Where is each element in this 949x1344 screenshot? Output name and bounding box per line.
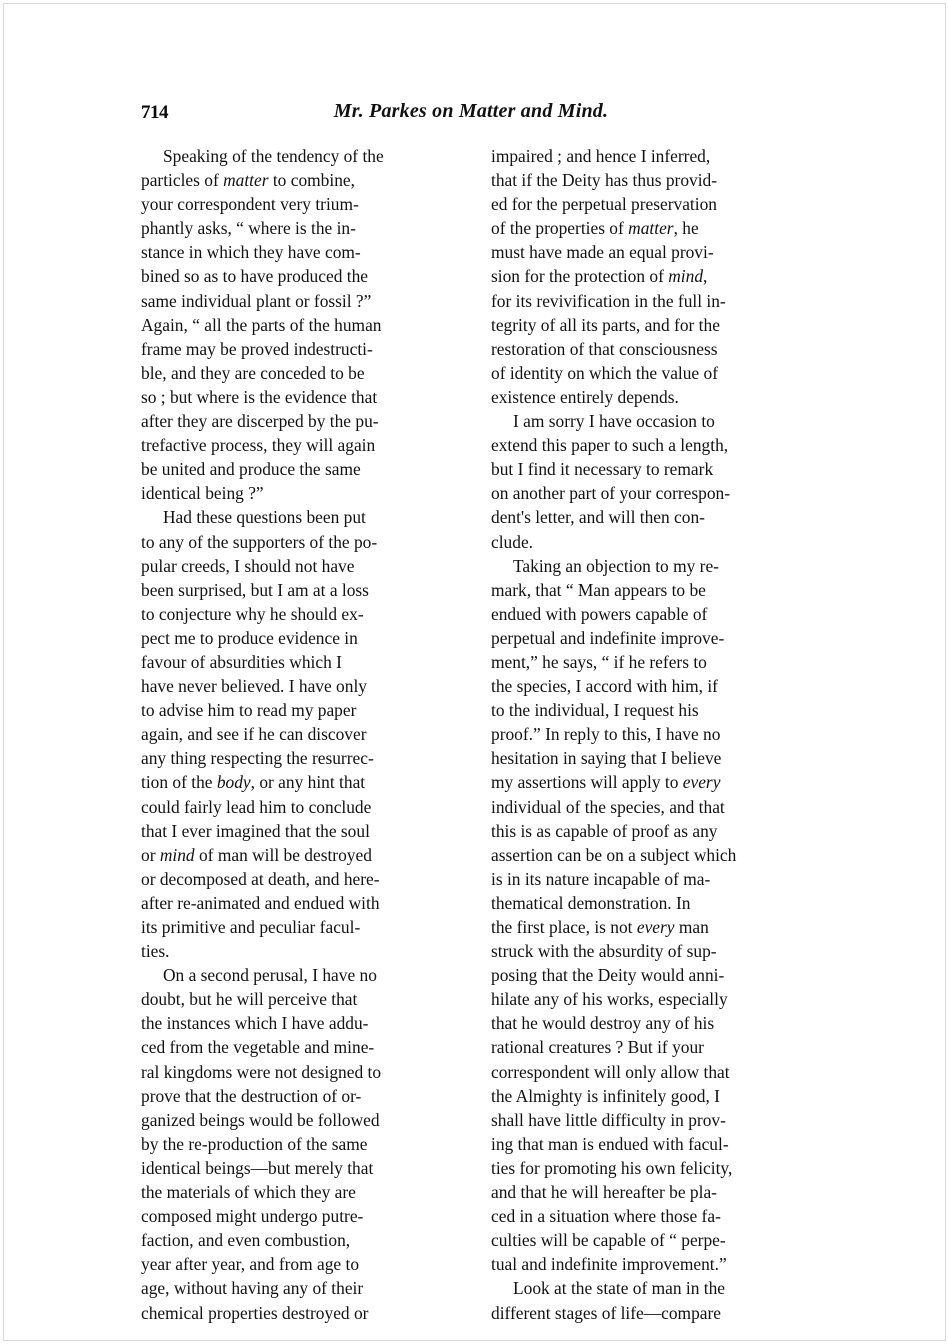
- text-line: struck with the absurdity of sup-: [491, 941, 717, 962]
- text-line: ble, and they are conceded to be: [141, 362, 365, 383]
- text-line: On a second perusal, I have no: [163, 965, 377, 986]
- text-line: year after year, and from age to: [141, 1254, 360, 1275]
- text-line: prove that the destruction of or-: [141, 1085, 362, 1106]
- text-line: my assertions will apply to every: [491, 772, 721, 793]
- text-line: different stages of life—compare: [491, 1302, 722, 1323]
- text-line: phantly asks, “ where is the in-: [141, 218, 356, 239]
- text-line: composed might undergo putre-: [141, 1206, 364, 1227]
- text-line: Had these questions been put: [163, 507, 366, 528]
- text-line: identical beings—but merely that: [141, 1157, 374, 1178]
- text-line: pect me to produce evidence in: [141, 627, 358, 648]
- text-line: by the re-production of the same: [141, 1133, 368, 1154]
- left-column: [141, 144, 479, 1325]
- text-line: ganized beings would be followed: [141, 1109, 380, 1130]
- text-line: that if the Deity has thus provid-: [491, 170, 718, 191]
- text-line: identical being ?”: [141, 483, 264, 504]
- text-line: ced in a situation where those fa-: [491, 1206, 721, 1227]
- page-text-block: [141, 96, 841, 1325]
- text-line: be united and produce the same: [141, 459, 361, 480]
- text-line: to the individual, I request his: [491, 700, 699, 721]
- text-line: sion for the protection of mind,: [491, 266, 708, 287]
- text-line: same individual plant or fossil ?”: [141, 290, 372, 311]
- text-line: its primitive and peculiar facul-: [141, 917, 361, 937]
- text-line: individual of the species, and that: [491, 796, 725, 817]
- running-title: Mr. Parkes on Matter and Mind.: [333, 100, 609, 122]
- text-line: thematical demonstration. In: [491, 892, 691, 913]
- page-number: 714: [141, 102, 168, 123]
- paragraph: [491, 1276, 829, 1324]
- text-line: dent's letter, and will then con-: [491, 507, 705, 528]
- text-line: trefactive process, they will again: [141, 435, 376, 456]
- text-line: ties for promoting his own felicity,: [491, 1157, 733, 1178]
- text-line: to conjecture why he should ex-: [141, 603, 364, 624]
- text-line: doubt, but he will perceive that: [141, 989, 358, 1010]
- right-column: [491, 144, 829, 1325]
- text-line: of the properties of matter, he: [491, 218, 699, 239]
- two-column-body: [141, 144, 841, 1325]
- text-line: faction, and even combustion,: [141, 1230, 351, 1251]
- text-line: so ; but where is the evidence that: [141, 386, 378, 407]
- text-line: again, and see if he can discover: [141, 724, 367, 745]
- text-line: or decomposed at death, and here-: [141, 868, 380, 889]
- text-line: favour of absurdities which I: [141, 651, 342, 672]
- text-line: this is as capable of proof as any: [491, 820, 718, 841]
- text-line: tion of the body, or any hint that: [141, 772, 366, 793]
- text-line: must have made an equal provi-: [491, 242, 714, 263]
- text-line: to any of the supporters of the po-: [141, 531, 378, 552]
- text-line: the materials of which they are: [141, 1182, 356, 1203]
- text-line: the first place, is not every man: [491, 917, 709, 937]
- text-line: ral kingdoms were not designed to: [141, 1061, 382, 1082]
- text-line: proof.” In reply to this, I have no: [491, 724, 721, 745]
- paragraph: [141, 963, 479, 1324]
- text-line: the Almighty is infinitely good, I: [491, 1085, 720, 1106]
- paragraph: [491, 409, 829, 554]
- text-line: stance in which they have com-: [141, 242, 361, 263]
- running-head: [141, 96, 841, 136]
- text-line: particles of matter to combine,: [141, 170, 355, 191]
- text-line: after they are discerped by the pu-: [141, 411, 379, 432]
- text-line: that he would destroy any of his: [491, 1013, 715, 1034]
- text-line: mark, that “ Man appears to be: [491, 579, 706, 600]
- text-line: impaired ; and hence I inferred,: [491, 146, 711, 166]
- text-line: age, without having any of their: [141, 1278, 364, 1299]
- text-line: shall have little difficulty in prov-: [491, 1109, 726, 1130]
- text-line: ties.: [141, 941, 170, 962]
- text-line: hilate any of his works, especially: [491, 989, 728, 1010]
- text-line: that I ever imagined that the soul: [141, 820, 370, 841]
- text-line: to advise him to read my paper: [141, 700, 357, 721]
- text-line: endued with powers capable of: [491, 603, 708, 624]
- text-line: after re-animated and endued with: [141, 892, 380, 913]
- text-line: the instances which I have addu-: [141, 1013, 369, 1034]
- text-line: existence entirely depends.: [491, 386, 679, 407]
- paragraph: [491, 554, 829, 1277]
- text-line: clude.: [491, 531, 534, 552]
- text-line: any thing respecting the resurrec-: [141, 748, 374, 769]
- paragraph: [141, 144, 479, 505]
- text-line: ed for the perpetual preservation: [491, 194, 717, 215]
- text-line: on another part of your correspon-: [491, 483, 731, 504]
- text-line: the species, I accord with him, if: [491, 676, 718, 697]
- text-line: or mind of man will be destroyed: [141, 844, 372, 865]
- text-line: assertion can be on a subject which: [491, 844, 737, 865]
- text-line: ment,” he says, “ if he refers to: [491, 651, 707, 672]
- text-line: have never believed. I have only: [141, 676, 367, 697]
- text-line: and that he will hereafter be pla-: [491, 1182, 717, 1203]
- text-line: could fairly lead him to conclude: [141, 796, 372, 817]
- paragraph: [491, 144, 829, 409]
- text-line: but I find it necessary to remark: [491, 459, 714, 480]
- text-line: ing that man is endued with facul-: [491, 1133, 729, 1154]
- text-line: rational creatures ? But if your: [491, 1037, 704, 1058]
- text-line: Look at the state of man in the: [513, 1278, 726, 1299]
- text-line: Speaking of the tendency of the: [163, 146, 384, 166]
- text-line: of identity on which the value of: [491, 362, 718, 383]
- text-line: posing that the Deity would anni-: [491, 965, 725, 986]
- text-line: ced from the vegetable and mine-: [141, 1037, 375, 1058]
- text-line: pular creeds, I should not have: [141, 555, 355, 576]
- text-line: tegrity of all its parts, and for the: [491, 314, 720, 335]
- text-line: for its revivification in the full in-: [491, 290, 726, 311]
- text-line: been surprised, but I am at a loss: [141, 579, 369, 600]
- text-line: I am sorry I have occasion to: [513, 411, 715, 432]
- text-line: correspondent will only allow that: [491, 1061, 730, 1082]
- text-line: your correspondent very trium-: [141, 194, 359, 215]
- text-line: extend this paper to such a length,: [491, 435, 729, 456]
- text-line: chemical properties destroyed or: [141, 1302, 369, 1323]
- text-line: Taking an objection to my re-: [513, 555, 719, 576]
- text-line: frame may be proved indestructi-: [141, 338, 373, 359]
- text-line: tual and indefinite improvement.”: [491, 1254, 727, 1275]
- text-line: is in its nature incapable of ma-: [491, 868, 711, 889]
- text-line: bined so as to have produced the: [141, 266, 368, 287]
- paragraph: [141, 505, 479, 963]
- text-line: culties will be capable of “ perpe-: [491, 1230, 726, 1251]
- text-line: restoration of that consciousness: [491, 338, 718, 359]
- text-line: perpetual and indefinite improve-: [491, 627, 725, 648]
- text-line: Again, “ all the parts of the human: [141, 314, 382, 335]
- text-line: hesitation in saying that I believe: [491, 748, 722, 769]
